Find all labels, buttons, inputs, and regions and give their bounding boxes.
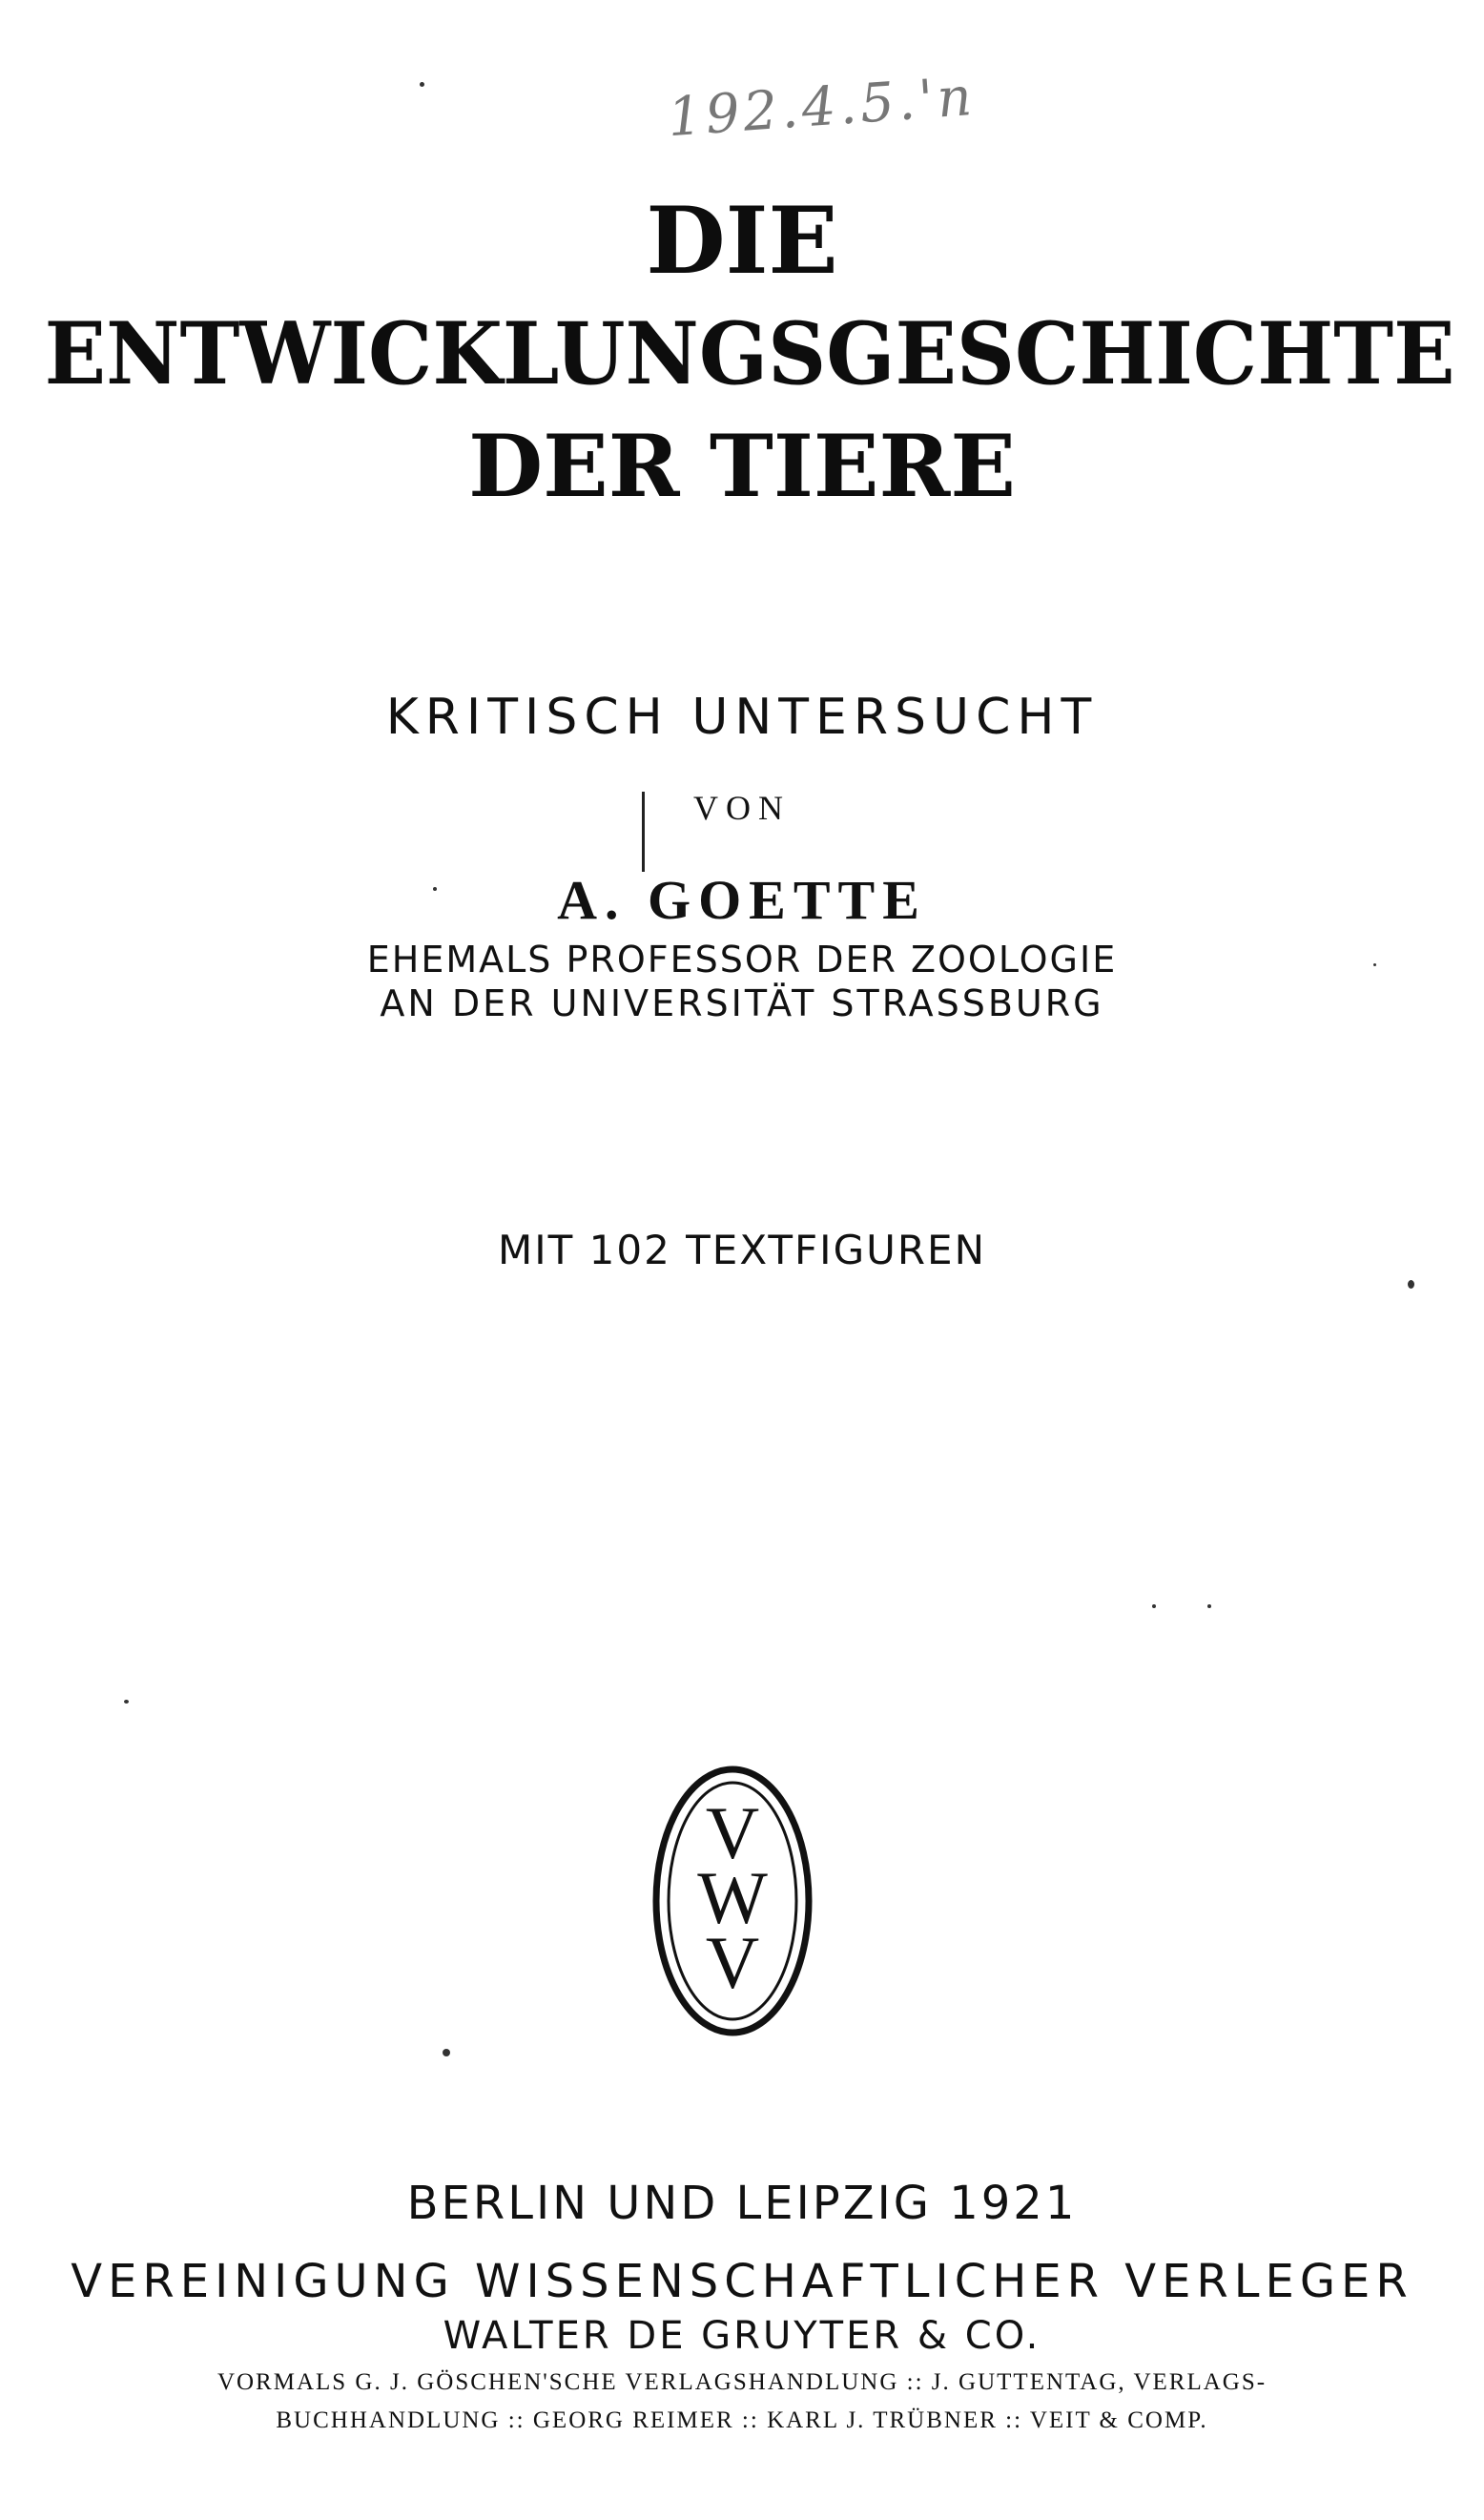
paper-speck	[433, 887, 437, 891]
imprint-publisher: VEREINIGUNG WISSENSCHAFTLICHER VERLEGER	[71, 2255, 1413, 2308]
subtitle: KRITISCH UNTERSUCHT	[385, 689, 1099, 746]
publisher-logo	[651, 1763, 814, 2039]
title-line-1: DIE	[646, 187, 838, 295]
by-label: VON	[693, 789, 791, 827]
title-line-3: DER TIERE	[468, 416, 1016, 517]
paper-speck	[124, 1700, 129, 1704]
paper-speck	[1373, 963, 1376, 966]
imprint-publisher-sub: WALTER DE GRUYTER & CO.	[443, 2314, 1041, 2358]
logo-letter-2: W	[697, 1856, 768, 1939]
logo-letter-3: V	[705, 1921, 760, 2004]
paper-speck	[443, 2049, 450, 2056]
imprint-formerly-line-1: VORMALS G. J. GÖSCHEN'SCHE VERLAGSHANDLUNG :: J. GUTTENTAG, VERLAGS-	[216, 2369, 1268, 2395]
imprint-city-year: BERLIN UND LEIPZIG 1921	[406, 2177, 1078, 2230]
author-affiliation-line-1: EHEMALS PROFESSOR DER ZOOLOGIE	[366, 939, 1118, 981]
imprint-formerly-line-2: BUCHHANDLUNG :: GEORG REIMER :: KARL J. TRÜBNER :: VEIT & COMP.	[276, 2407, 1208, 2433]
author-name: A. GOETTE	[557, 869, 927, 931]
handwritten-shelfmark: 192.4.5.'n	[666, 65, 978, 150]
logo-letter-1: V	[705, 1791, 760, 1874]
paper-speck	[1408, 1280, 1414, 1289]
title-line-2: ENTWICKLUNGSGESCHICHTE	[44, 303, 1455, 404]
paper-speck	[1152, 1604, 1156, 1608]
paper-speck	[1207, 1604, 1211, 1608]
author-affiliation-line-2: AN DER UNIVERSITÄT STRASSBURG	[380, 982, 1104, 1024]
figures-note: MIT 102 TEXTFIGUREN	[498, 1227, 986, 1273]
paper-speck	[420, 82, 424, 87]
